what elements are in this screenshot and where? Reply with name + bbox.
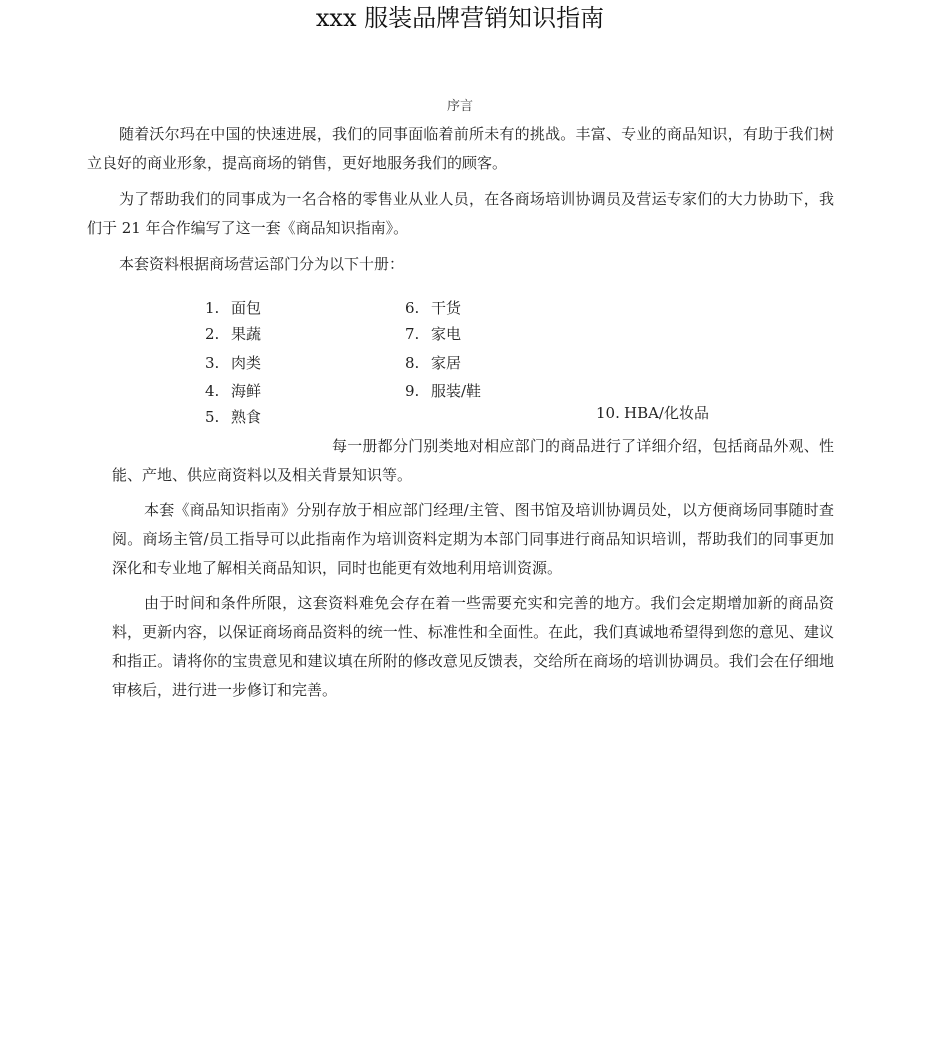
list-item: 7. 家电: [405, 325, 462, 343]
document-title: xxx 服装品牌营销知识指南: [315, 4, 605, 32]
paragraph-volume-contents: 每一册都分门别类地对相应部门的商品进行了详细介绍，包括商品外观、性能、产地、供应商资料以及相关背景知识等。: [112, 437, 834, 484]
list-item: 1. 面包: [205, 299, 262, 317]
list-item: 10. HBA/化妆品: [596, 404, 709, 422]
list-item: 5. 熟食: [205, 408, 262, 426]
list-item: 8. 家居: [405, 354, 462, 372]
paragraph-feedback: 由于时间和条件所限，这套资料难免会存在着一些需要充实和完善的地方。我们会定期增加新的商品资料，更新内容，以保证商场商品资料的统一性、标准性和全面性。在此，我们真诚地希望得到您的意见、建议和指正。请将你的宝贵意见和建议填在所附的修改意见反馈表，交给所在商场的培训协调员。我们会在仔细地审核后，进行进一步修订和完善。: [112, 594, 834, 699]
list-item: 3. 肉类: [205, 354, 262, 372]
paragraph-purpose: 为了帮助我们的同事成为一名合格的零售业从业人员，在各商场培训协调员及营运专家们的大力协助下，我们于 21 年合作编写了这一套《商品知识指南》。: [87, 190, 834, 237]
list-item: 2. 果蔬: [205, 325, 262, 343]
preface-heading: 序言: [446, 99, 473, 114]
paragraph-intro: 随着沃尔玛在中国的快速进展，我们的同事面临着前所未有的挑战。丰富、专业的商品知识，有助于我们树立良好的商业形象，提高商场的销售，更好地服务我们的顾客。: [87, 125, 834, 172]
list-item: 6. 干货: [405, 299, 462, 317]
paragraph-volumes-intro: 本套资料根据商场营运部门分为以下十册：: [119, 255, 405, 273]
list-item: 4. 海鲜: [205, 382, 262, 400]
list-item: 9. 服装/鞋: [405, 382, 482, 400]
paragraph-storage: 本套《商品知识指南》分别存放于相应部门经理/主管、图书馆及培训协调员处，以方便商场同事随时查阅。商场主管/员工指导可以此指南作为培训资料定期为本部门同事进行商品知识培训，帮助我们的同事更加深化和专业地了解相关商品知识，同时也能更有效地利用培训资源。: [112, 501, 834, 577]
